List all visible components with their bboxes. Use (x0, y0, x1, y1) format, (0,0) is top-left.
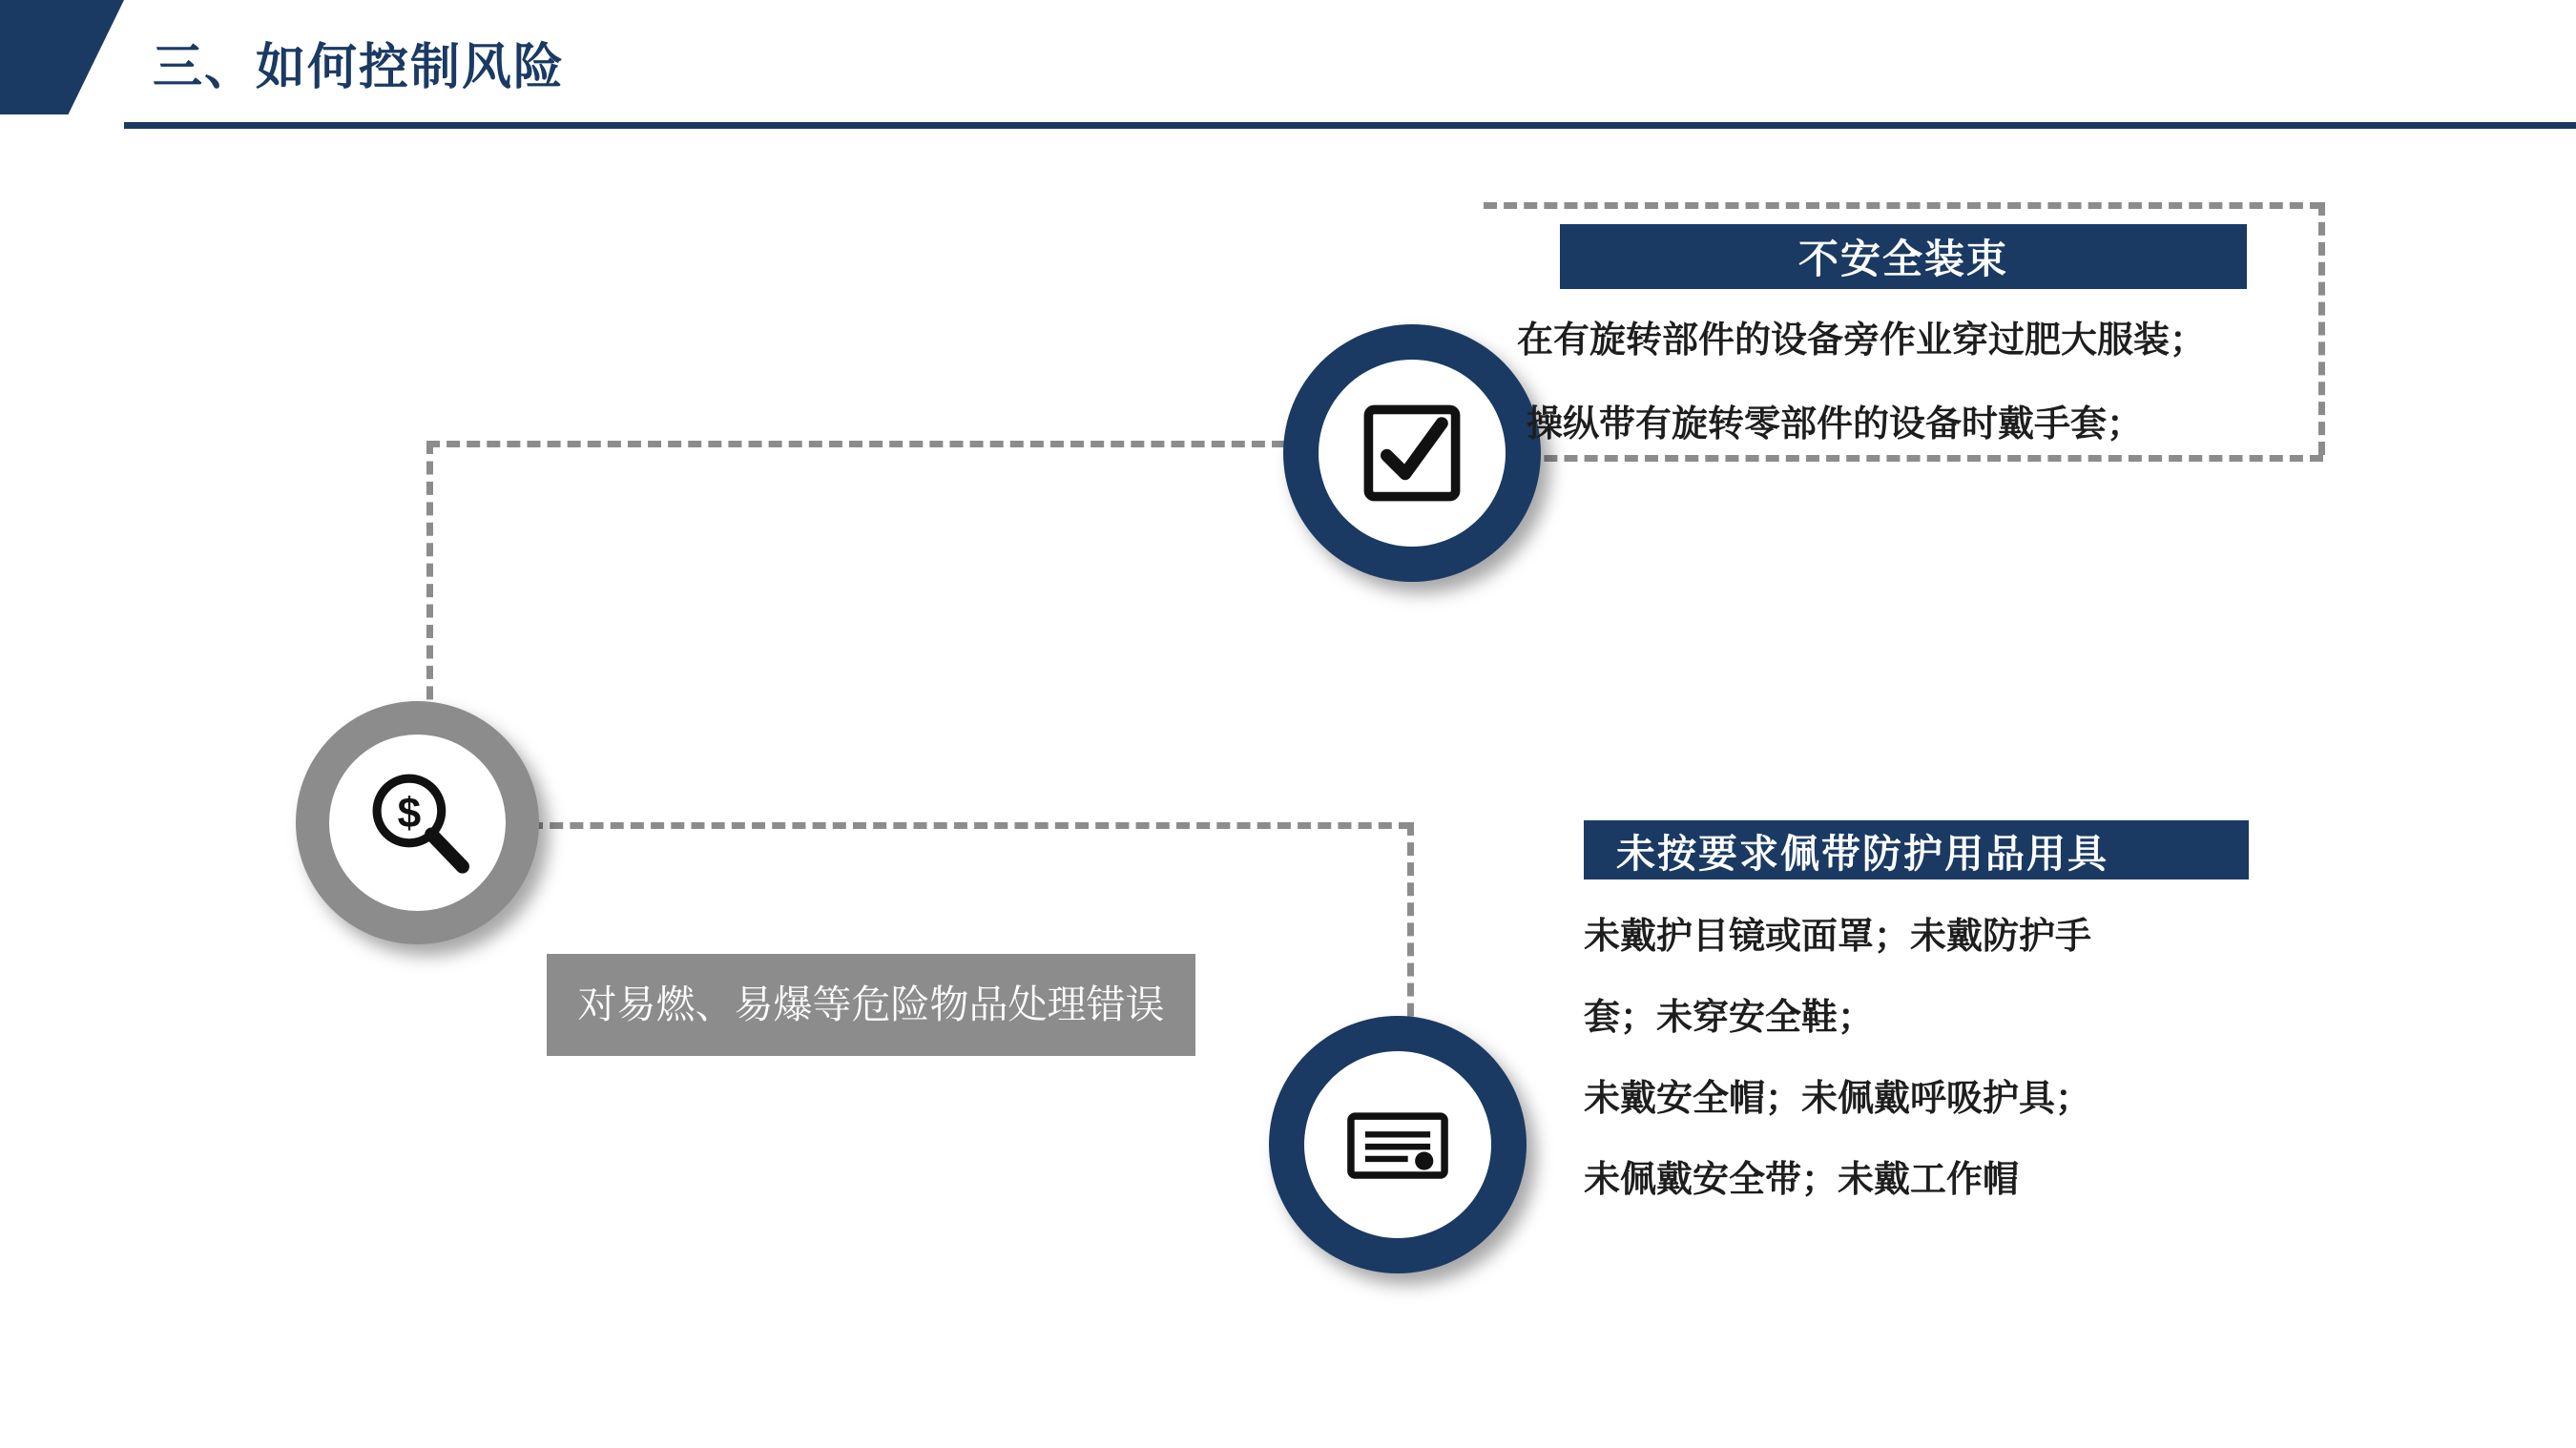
connector-horizontal-top-right-bottom (1484, 455, 2323, 462)
connector-horizontal-bottom (530, 822, 1412, 829)
text-unsafe-dress-line-2: 操纵带有旋转零部件的设备时戴手套； (1527, 404, 2144, 445)
node-magnifier-inner (329, 734, 506, 911)
certificate-icon (1337, 1084, 1459, 1206)
header-divider-line (124, 122, 2576, 129)
note-hazardous-materials: 对易燃、易爆等危险物品处理错误 (547, 954, 1195, 1056)
node-checkbox[interactable] (1283, 324, 1541, 582)
text-unsafe-dress-line-1: 在有旋转部件的设备旁作业穿过肥大服装； (1517, 321, 2207, 361)
slide-header (0, 0, 2576, 141)
node-certificate[interactable] (1269, 1016, 1527, 1273)
heading-ppe: 未按要求佩带防护用品用具 (1584, 820, 2249, 879)
page-title: 三、如何控制风险 (153, 40, 566, 95)
text-ppe-line-2: 套；未穿安全鞋； (1584, 998, 1875, 1038)
text-ppe-line-4: 未佩戴安全带；未戴工作帽 (1584, 1160, 2020, 1200)
magnifier-dollar-icon (356, 761, 480, 885)
connector-horizontal-top-right (1484, 202, 2323, 209)
checkbox-check-icon (1355, 396, 1469, 510)
header-accent-shape (0, 0, 124, 114)
connector-vertical-right (2318, 202, 2325, 455)
text-ppe-line-1: 未戴护目镜或面罩；未戴防护手 (1584, 917, 2092, 957)
connector-horizontal-top (426, 441, 1285, 447)
text-ppe-line-3: 未戴安全帽；未佩戴呼吸护具； (1584, 1079, 2092, 1119)
node-magnifier[interactable] (296, 701, 539, 944)
node-certificate-inner (1304, 1051, 1491, 1238)
svg-text:$: $ (397, 789, 421, 837)
heading-unsafe-dress: 不安全装束 (1560, 224, 2247, 289)
node-checkbox-inner (1319, 360, 1506, 547)
